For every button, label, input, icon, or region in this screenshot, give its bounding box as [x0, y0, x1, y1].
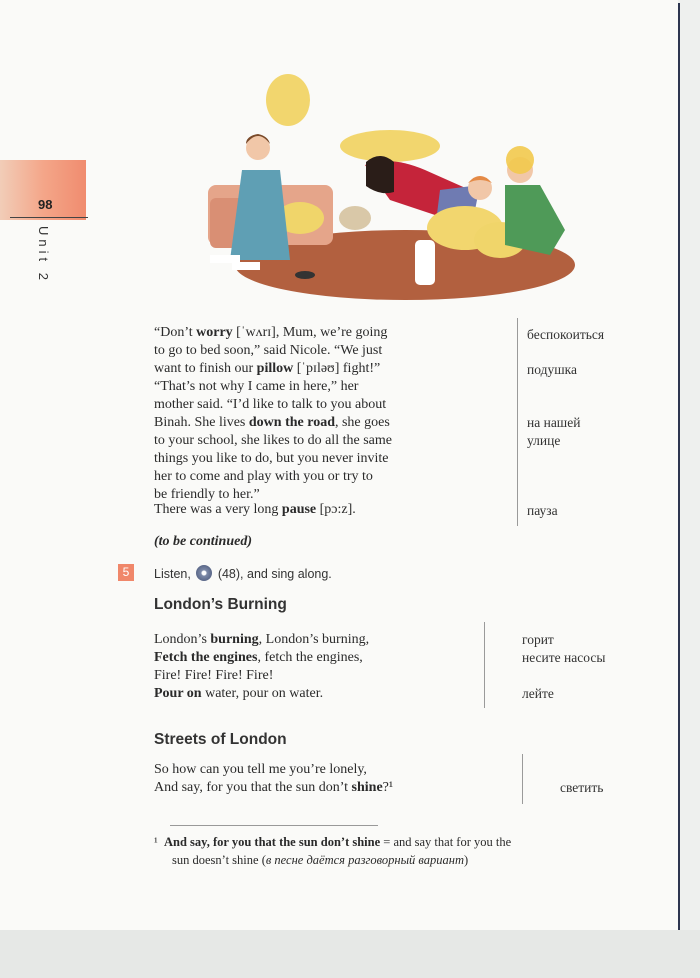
- song1-line-3: Fire! Fire! Fire! Fire!: [154, 668, 274, 683]
- story-line-9: her to come and play with you or try to: [154, 469, 373, 484]
- song-title-streets-of-london: Streets of London: [154, 731, 287, 748]
- footnote-line-2: sun doesn’t shine (в песне даётся разговорный вариант): [172, 853, 469, 867]
- page-edge: [0, 930, 700, 978]
- exercise-instruction: Listen, (48), and sing along.: [154, 567, 332, 581]
- gloss-shine: светить: [560, 780, 604, 795]
- footnote-line-1: ¹ And say, for you that the sun don’t shine = and say that for you the: [154, 835, 512, 849]
- song1-line-4: Pour on water, pour on water.: [154, 686, 324, 701]
- gloss-down-the-road-1: на нашей: [527, 415, 581, 430]
- song1-line-2: Fetch the engines, fetch the engines,: [154, 650, 363, 665]
- footnote-rule: [170, 825, 378, 826]
- story-line-2: to go to bed soon,” said Nicole. “We just: [154, 343, 383, 358]
- song1-divider: [484, 622, 485, 708]
- gloss-burning: горит: [522, 632, 554, 647]
- story-line-1: “Don’t worry [ˈwʌrɪ], Mum, we’re going: [154, 325, 388, 340]
- story-line-8: things you like to do, but you never invite: [154, 451, 389, 466]
- to-be-continued: (to be continued): [154, 534, 252, 549]
- page-number: 98: [38, 197, 53, 212]
- unit-label: Unit 2: [36, 226, 51, 284]
- gloss-down-the-road-2: улице: [527, 433, 561, 448]
- story-line-11: There was a very long pause [pɔ:z].: [154, 502, 356, 517]
- gloss-fetch-engines: несите насосы: [522, 650, 606, 665]
- gloss-worry: беспокоиться: [527, 327, 605, 342]
- gloss-pause: пауза: [527, 503, 558, 518]
- song1-line-1: London’s burning, London’s burning,: [154, 632, 370, 647]
- song2-line-2: And say, for you that the sun don’t shine?¹: [154, 780, 394, 795]
- cd-icon[interactable]: [196, 565, 212, 581]
- song-title-london-burning: London’s Burning: [154, 596, 287, 613]
- story-line-4: “That’s not why I came in here,” her: [154, 379, 359, 394]
- story-line-3: want to finish our pillow [ˈpɪləʊ] fight!”: [154, 361, 381, 376]
- story-line-7: to your school, she likes to do all the same: [154, 433, 392, 448]
- gloss-divider: [517, 318, 518, 526]
- story-line-6: Binah. She lives down the road, she goes: [154, 415, 390, 430]
- gloss-pillow: подушка: [527, 362, 577, 377]
- story-line-10: be friendly to her.”: [154, 487, 260, 502]
- exercise-number: 5: [118, 564, 134, 581]
- song2-line-1: So how can you tell me you’re lonely,: [154, 762, 367, 777]
- song2-divider: [522, 754, 523, 804]
- tab-divider: [10, 217, 88, 218]
- gloss-pour-on: лейте: [522, 686, 554, 701]
- pillow-fight-illustration: [180, 70, 600, 300]
- story-line-5: mother said. “I’d like to talk to you about: [154, 397, 387, 412]
